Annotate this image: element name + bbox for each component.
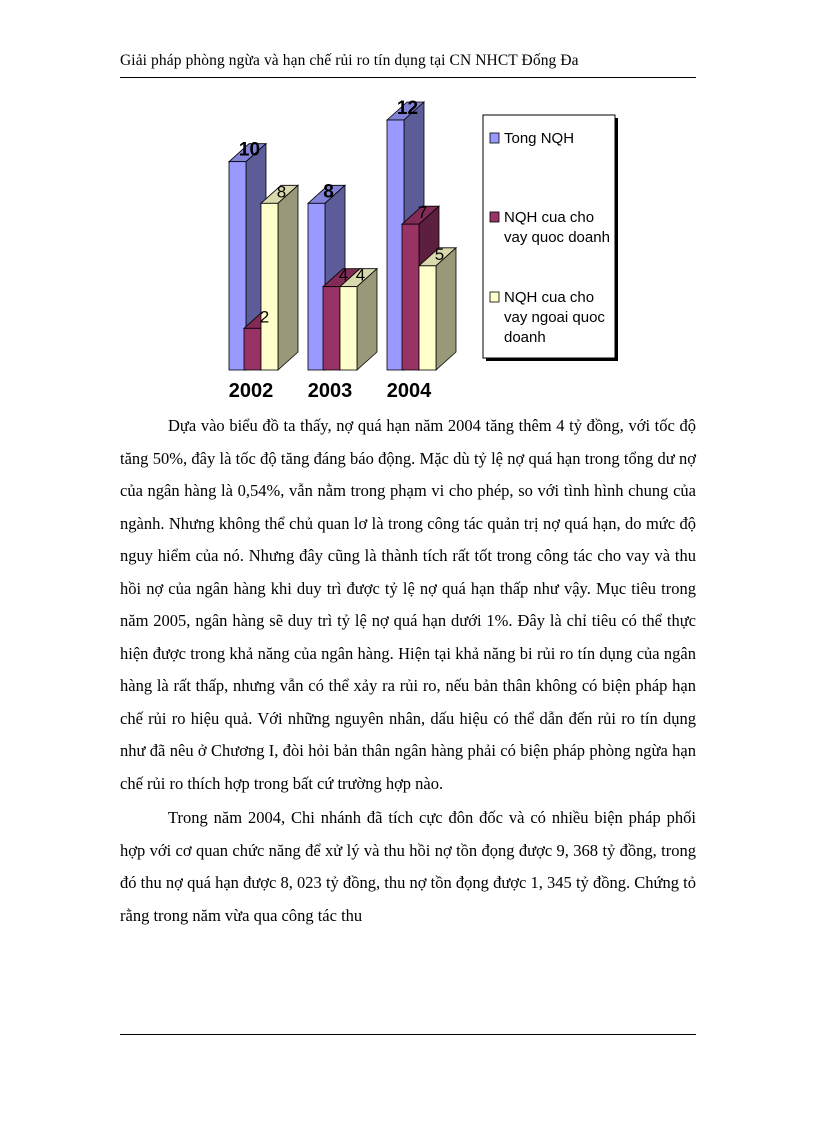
paragraph-2: Trong năm 2004, Chi nhánh đã tích cực đôn đốc và có nhiều biện pháp phối hợp với cơ quan chức năng để xử lý và thu hồi nợ tồn đọng được 9, 368 tỷ đồng, trong đó thu nợ quá hạn được 8, 023 tỷ đồng, thu nợ tồn đọng được 1, 345 tỷ đồng. Chứng tỏ rằng trong năm vừa qua công tác thu [120, 808, 696, 925]
data-label-tong-nqh-2003: 8 [323, 181, 334, 203]
bar-nqh-ngoai-quoc-doanh-2002 [261, 185, 298, 370]
x-tick-label-2002: 2002 [228, 380, 274, 402]
x-tick-label-2004: 2004 [386, 380, 432, 402]
data-label-nqh-ngoai-quoc-doanh-2003: 4 [355, 265, 366, 285]
legend-label-nqh-ngoai-quoc-doanh-line-1: NQH cua cho [504, 289, 595, 306]
legend-label-nqh-ngoai-quoc-doanh-line-2: vay ngoai quoc [504, 309, 605, 326]
legend-label-tong-nqh-line-1: Tong NQH [504, 130, 575, 147]
data-label-nqh-quoc-doanh-2003: 4 [338, 265, 349, 285]
bars-layer [229, 102, 456, 370]
bar-chart [200, 100, 640, 410]
data-label-tong-nqh-2002: 10 [238, 139, 261, 161]
x-tick-label-2003: 2003 [307, 380, 353, 402]
header-title: Giải pháp phòng ngừa và hạn chế rủi ro tín dụng tại CN NHCT Đống Đa [120, 52, 579, 69]
data-label-nqh-ngoai-quoc-doanh-2004: 5 [434, 244, 445, 264]
data-label-nqh-ngoai-quoc-doanh-2002: 8 [276, 182, 287, 202]
body-text [120, 410, 696, 932]
data-label-nqh-quoc-doanh-2002: 2 [259, 307, 270, 327]
legend-swatch-nqh-ngoai-quoc-doanh [490, 292, 499, 302]
legend-label-nqh-quoc-doanh-line-1: NQH cua cho [504, 209, 595, 226]
legend-swatch-nqh-quoc-doanh [490, 212, 499, 222]
data-label-nqh-quoc-doanh-2004: 7 [417, 203, 428, 223]
data-label-tong-nqh-2004: 12 [396, 100, 419, 119]
legend-label-nqh-ngoai-quoc-doanh-line-3: doanh [504, 329, 546, 346]
chart-svg [200, 100, 640, 410]
page-header [120, 52, 696, 70]
bar-nqh-ngoai-quoc-doanh-2004 [419, 248, 456, 370]
legend-label-nqh-quoc-doanh-line-2: vay quoc doanh [504, 229, 610, 246]
header-rule [120, 77, 696, 78]
paragraph-1: Dựa vào biểu đồ ta thấy, nợ quá hạn năm 2004 tăng thêm 4 tỷ đồng, với tốc độ tăng 50%, đây là tốc độ tăng đáng báo động. Mặc dù tỷ lệ nợ quá hạn trong tổng dư nợ của ngân hàng là 0,54%, vẫn nằm trong phạm vi cho phép, so với tình hình chung của ngành. Nhưng không thể chủ quan lơ là trong công tác quản trị nợ quá hạn, do mức độ nguy hiểm của nó. Nhưng đây cũng là thành tích rất tốt trong công tác cho vay và thu hồi nợ của ngân hàng khi duy trì được tỷ lệ nợ quá hạn thấp như vậy. Mục tiêu trong năm 2005, ngân hàng sẽ duy trì tỷ lệ nợ quá hạn dưới 1%. Đây là chỉ tiêu có thể thực hiện được trong khả năng của ngân hàng. Hiện tại khả năng bi rủi ro tín dụng của ngân hàng là rất thấp, nhưng vẫn có thể xảy ra rủi ro, nếu bản thân không có biện pháp hạn chế rủi ro hiệu quả. Với những nguyên nhân, dấu hiệu có thể dẫn đến rủi ro tín dụng như đã nêu ở Chương I, đòi hỏi bản thân ngân hàng phải có biện pháp phòng ngừa hạn chế rủi ro thích hợp trong bất cứ trường hợp nào. [120, 416, 696, 793]
legend-layer [483, 115, 618, 361]
legend-swatch-tong-nqh [490, 133, 499, 143]
footer-rule [120, 1034, 696, 1035]
